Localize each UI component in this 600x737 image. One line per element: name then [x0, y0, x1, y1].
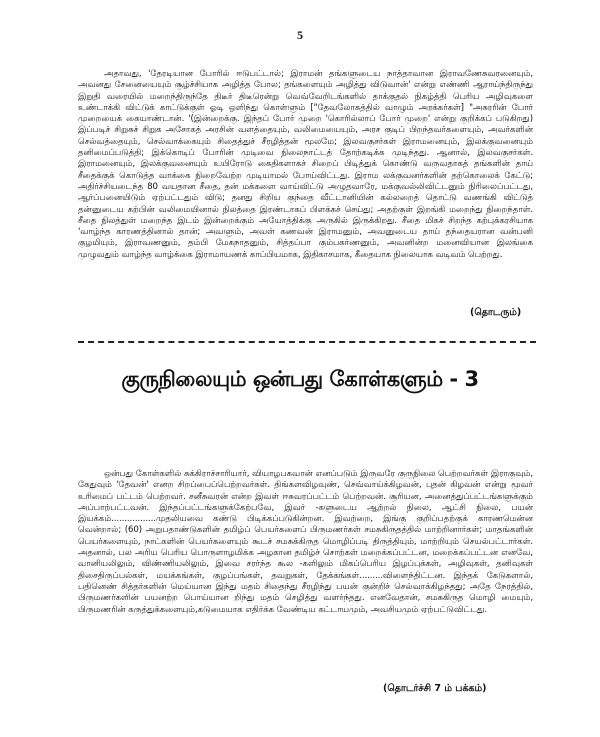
page-number: 5 [297, 28, 303, 42]
article1-body: அதாவது, 'தேரடியான போரில் ஈடுபட்டால்; இராமன் தங்களுடைய நாத்தாவான இராவணேசுவரனையும், அவனது சேனையையும் சூழ்ச்சியாக அழித்த போல; தங்களையும் அழித்து விடுவான்' என்று எண்ணி ஆராய்ந்திருந்து இறுதி வரையில் மறைந்திருந்தே திடீர் திடீரென்று வெவ்வேறிடங்களில் தாக்குதல் நிகழ்த்தி பெரிய அழிவுகளை உண்டாக்கி விட்டுக் காட்டுக்குள் ஓடி ஒளிந்து கொள்ளும் ["தேவலோகத்தில் வாழும் அரக்கர்கள்] "அசுரரின் போர் முறையைக் கையாண்டான். '(இன்றைக்கு. இந்தப் போர் முறை 'கொரில்லாப் போர் முறை' என்று குறிக்கப் படுகிறது) இப்படிச் சிறுசுச் சிறுக அசோகத் அரசின் வளத்தையும், வலிமையையும், அரச குடிப் பிறந்தவர்களையும், அவர்களின் செல்வத்தையும், செல்வாக்கையும் சிதைத்துச் சீரழித்தன் மூலமே; இலவகுசர்கள் இராமனையும், இலக்குவனையும் தனிமைப்படுத்தி; இக்கொடிப் போரின் முடிவை நிலைநாட்டத் தோற்கடிக்க முடிந்தது. ஆனால், இலவகுசர்கள். இராமனையும், இலக்குவனையும் உயிரோடு கைதிகளாகச் சிறைப் பிடித்துக் கொண்டு வருவதாகத் தங்களின் தாய் சீதைக்குக் கொடுத்த வாக்கை நிறைவேற்ற முடியாமல் போய்விட்டது. இராம லக்குவனர்களின் தற்கொலைக் கேட்டு; அதிர்ச்சியடைந்த 80 வயதான சீதை, தன் மக்களை வாய்விட்டு அழுதவாரே, மக்குவல்லிவிட்டனும் நிரிலைப்பட்டது, ஆர்ப்பனையிடும் ஏற்பட்டதும் விடு; தனது சிறிய குந்தை வீட்டானியின் கல்லறைத் தொட்டு வணங்கி விட்டுத் தன்னுடைய கற்பின் வலிமையினால் நிலத்தை இரண்டாகப் பிளக்கச் செய்து; அதற்குள் இறங்கி மறைந்து நிறைந்தாள். சீதை நிலத்துள் மறைந்த இடம் இன்றைக்கும் அயோத்திக்கு அருகில் இருக்கிறது. சீதை மிகச் சிறந்த கற்புக்கரசியாக 'வாழ்ந்த காரணத்தினால் தான்; அவளும், அவள் கணவன் இராமனும், அவனுடைய தாய் தந்தையரான வன்பனி குழமியும், இராவணனும், தம்பி மேகநாதனும், சித்தப்பா கும்பகர்ணனும், அவனின்ற மனைவியான இலங்கை முழுவதும் வாழ்ந்த வாழ்க்கை இராமாயணக் காப்பியமாக, இதிகாசமாக, கீதையாக நிலையாக வடிவம் பெற்றது. [78, 69, 533, 260]
article2-body: ஒன்பது கோள்களில் சுக்கிராச்சாரியார், வியாழபகவான் எனப்படும் இருவரே குருநிலை பெற்றவர்கள் இராகுவும், கேதுவும் 'தேவன்' எனற சிறப்பைப்பெற்றவர்கள். திங்களவிழவுண், செவ்வாய்க்கிழவன், புதன் கிழவன் என்று மூவர் உரிமைப் பட்டம் பெற்றவர். சனீசுவரன் என்ற இவள் ஈசுவரப்பட்டம் பெற்றவன். சூரியன, அனைத்துப்பட்டங்களுக்கும் அப்பாற்பட்டவன். இந்தப்பட்டங்களுக்கேற்பவே, இவர் -களுடைய ஆற்றல் நிலை, ஆட்சி நிலை, பயன் இயக்கம்.................முதலியவை கண்டு பிடிக்கப்படுகின்றன. இவற்றை, இங்கு குறிப்பதற்குக் காரணமென்ன வென்றால்; (60) அறுபதாண்டுகளின் தமிழ்ப் பெயர்களைப் பிருமணர்கள் சமசுகிருதத்தில் மாற்றினார்கள்; மாதங்களின் பெயர்களையும், நாட்களின் பெயர்களையும் கூடச் சமசுக்கிருத மொழிப்படி திருத்தியும், மாற்றியும் செயல்பட்டார்கள். அதனால், பல அரிய பெரிய பொருளாழமிக்க அழகான தமிழ்ச் சொற்கள் மறைக்கப்பட்டன, மறைக்கப்பட்டன எனவே, வானியலிலும், விண்ணியலிலும், இவை சரர்ந்த கூல -களிலும் மிகப்பெரிய இழப்புக்கள், அழிவுகள், தனிவுகள் திசைதிருப்பல்கள், மயக்கங்கள், குழப்பங்கள், தவறுகள், தேக்கங்கள்.........விளைந்திட்டன. இந்தக் கேடுகளால், பதினெண் சித்தர்களின் மெய்யான இந்து மதம் சிதைந்து சீரழிந்து பயன் குன்றிச் செல்வாக்கிழந்தது; அதே நேரத்தில், பிருமணர்களின் பயனற்ற பொய்யான றிந்து மதம் செழித்து வளர்ந்தது. எனவேதான், சமசுகிருத மொழி மையும், பிருமணரின் கருத்துக்களையும்,கடுமையாக எதிர்க்க வேண்டிய கட்டாயமும், அவசியமும் ஏற்பட்டுவிட்டது. [78, 469, 533, 615]
section-divider [78, 341, 536, 343]
article2-continued-note: (தொடர்ச்சி 7 ம் பக்கம்) [383, 683, 487, 694]
article2-title: குருநிலையும் ஒன்பது கோள்களும் - 3 [121, 367, 479, 391]
article1-continued-note: (தொடரும்) [470, 307, 522, 318]
